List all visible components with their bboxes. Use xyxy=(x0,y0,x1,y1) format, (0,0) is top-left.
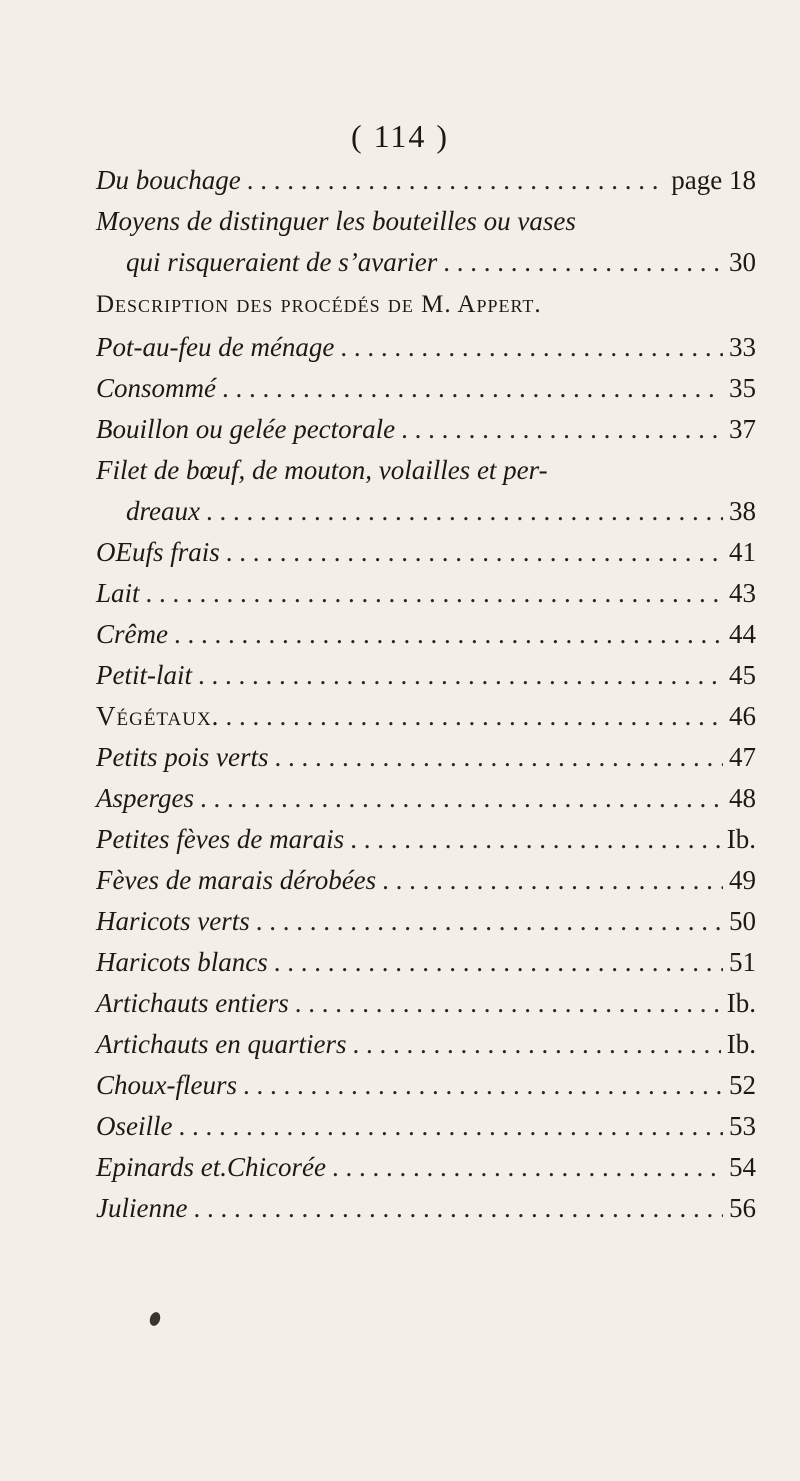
toc-entry xyxy=(96,327,756,368)
dot-leader xyxy=(146,573,723,614)
toc-entry-page: Ib. xyxy=(726,824,756,854)
toc-entry-title: Moyens de distinguer les bouteilles ou vases xyxy=(96,206,576,236)
toc-entry xyxy=(96,737,756,778)
toc-entry-title: OEufs frais xyxy=(96,537,220,567)
toc-entry-title: Filet de bœuf, de mouton, volailles et per- xyxy=(96,455,548,485)
toc-entry-title: Consommé xyxy=(96,373,216,403)
toc-entry-title: Epinards et.Chicorée xyxy=(96,1152,326,1182)
toc-entry xyxy=(96,573,756,614)
dot-leader xyxy=(443,242,723,283)
toc-entry-title: qui risqueraient de s’avarier xyxy=(126,247,438,277)
toc-entry-title: Fèves de marais dérobées xyxy=(96,865,377,895)
toc-entry-page: 35 xyxy=(729,373,756,403)
toc-entry-page: 37 xyxy=(729,414,756,444)
toc-entry-title: Du bouchage xyxy=(96,165,241,195)
dot-leader xyxy=(295,983,721,1024)
toc-entry-page: 54 xyxy=(729,1152,756,1182)
toc-entry-title: Bouillon ou gelée pectorale xyxy=(96,414,396,444)
toc-entry xyxy=(96,1024,756,1065)
table-of-contents xyxy=(96,160,756,1229)
page-number: ( 114 ) xyxy=(350,118,450,154)
toc-entry-page: 50 xyxy=(729,906,756,936)
toc-entry-title: Lait xyxy=(96,578,140,608)
toc-entry xyxy=(96,942,756,983)
toc-entry-title: Haricots verts xyxy=(96,906,250,936)
toc-entry-title: Végétaux. xyxy=(96,701,220,731)
toc-entry xyxy=(96,160,756,201)
toc-entry xyxy=(96,778,756,819)
dot-leader xyxy=(226,532,723,573)
dot-leader xyxy=(247,160,666,201)
toc-entry-title: Petit-lait xyxy=(96,660,192,690)
toc-entry-title: Crême xyxy=(96,619,168,649)
toc-entry xyxy=(96,368,756,409)
toc-entry-page: 52 xyxy=(729,1070,756,1100)
toc-entry-title: Artichauts entiers xyxy=(96,988,289,1018)
toc-entry-title: dreaux xyxy=(126,496,200,526)
dot-leader xyxy=(206,491,723,532)
toc-entry-page: 53 xyxy=(729,1111,756,1141)
toc-entry-page: 43 xyxy=(729,578,756,608)
toc-entry xyxy=(96,532,756,573)
toc-entry xyxy=(96,1147,756,1188)
ink-speck-icon xyxy=(148,1311,162,1328)
dot-leader xyxy=(332,1147,723,1188)
toc-entry-page: 41 xyxy=(729,537,756,567)
toc-entry-page: 33 xyxy=(729,332,756,362)
toc-entry xyxy=(96,1065,756,1106)
dot-leader xyxy=(200,778,723,819)
toc-entry xyxy=(96,614,756,655)
toc-entry xyxy=(96,819,756,860)
toc-entry-title: Description des procédés de M. Appert. xyxy=(96,291,542,318)
toc-entry-title: Choux-fleurs xyxy=(96,1070,237,1100)
dot-leader xyxy=(350,819,721,860)
dot-leader xyxy=(340,327,723,368)
dot-leader xyxy=(401,409,723,450)
toc-entry xyxy=(96,1188,756,1229)
dot-leader xyxy=(382,860,723,901)
dot-leader xyxy=(222,368,723,409)
toc-entry xyxy=(96,901,756,942)
toc-entry xyxy=(96,283,756,327)
toc-entry-page: 44 xyxy=(729,619,756,649)
toc-entry-title: Petites fèves de marais xyxy=(96,824,345,854)
toc-entry-title: Asperges xyxy=(96,783,194,813)
dot-leader xyxy=(225,696,723,737)
toc-entry-page: 48 xyxy=(729,783,756,813)
dot-leader xyxy=(174,614,723,655)
toc-entry-page: 45 xyxy=(729,660,756,690)
toc-entry-title: Pot-au-feu de ménage xyxy=(96,332,335,362)
toc-entry xyxy=(96,696,756,737)
dot-leader xyxy=(353,1024,721,1065)
dot-leader xyxy=(243,1065,723,1106)
toc-entry-page: 49 xyxy=(729,865,756,895)
toc-entry xyxy=(96,1106,756,1147)
toc-entry xyxy=(96,201,756,242)
dot-leader xyxy=(198,655,723,696)
dot-leader xyxy=(178,1106,723,1147)
toc-entry xyxy=(96,655,756,696)
toc-entry xyxy=(96,860,756,901)
toc-entry-page: 47 xyxy=(729,742,756,772)
toc-entry xyxy=(96,450,756,491)
toc-entry-title: Artichauts en quartiers xyxy=(96,1029,347,1059)
toc-entry-title: Oseille xyxy=(96,1111,173,1141)
toc-entry-title: Petits pois verts xyxy=(96,742,269,772)
dot-leader xyxy=(274,737,723,778)
dot-leader xyxy=(193,1188,723,1229)
toc-entry-page: 30 xyxy=(729,247,756,277)
toc-entry xyxy=(96,409,756,450)
toc-entry xyxy=(96,242,756,283)
toc-entry-page: Ib. xyxy=(726,1029,756,1059)
toc-entry xyxy=(96,491,756,532)
toc-entry-page: 38 xyxy=(729,496,756,526)
dot-leader xyxy=(256,901,723,942)
toc-entry-page: 51 xyxy=(729,947,756,977)
toc-entry-page: 46 xyxy=(729,701,756,731)
toc-entry-page: Ib. xyxy=(726,988,756,1018)
toc-entry xyxy=(96,983,756,1024)
toc-entry-page: page 18 xyxy=(671,165,756,195)
dot-leader xyxy=(274,942,723,983)
toc-entry-page: 56 xyxy=(729,1193,756,1223)
toc-entry-title: Haricots blancs xyxy=(96,947,268,977)
toc-entry-title: Julienne xyxy=(96,1193,188,1223)
